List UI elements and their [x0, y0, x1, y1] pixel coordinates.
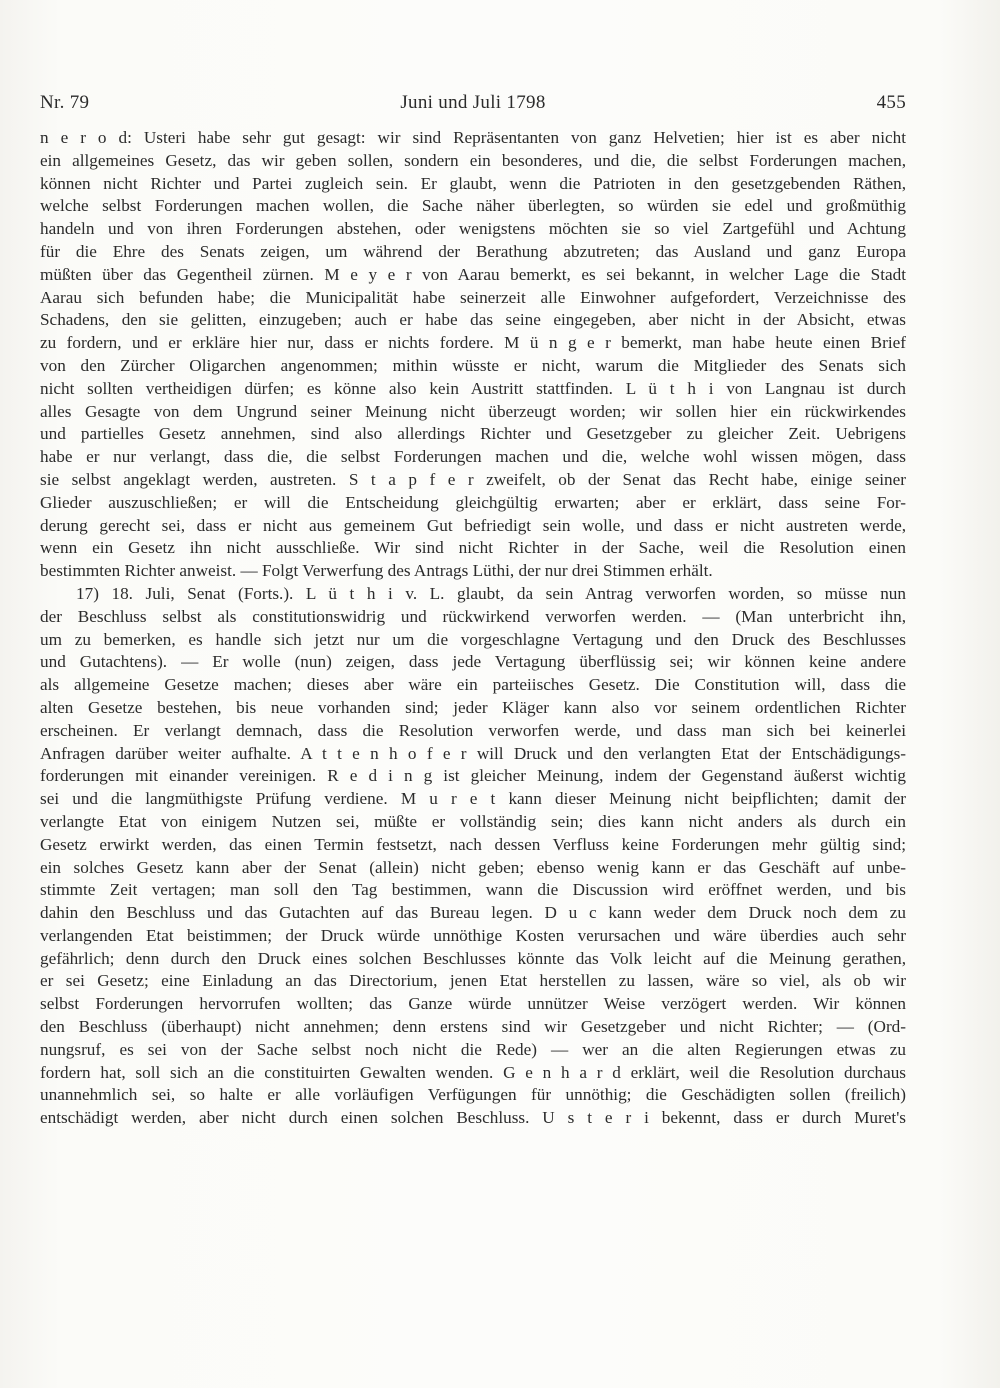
text-line: unannehmlich sei, so halte er alle vorläufigen Verfügungen für unnöthig; die Geschädigten sollen (freilich) [40, 1085, 906, 1105]
text-line: fordern hat, soll sich an die constituirten Gewalten wenden. G e n h a r d erklärt, weil die Resolution durchaus [40, 1062, 906, 1082]
text-line: Aarau sich befunden habe; die Municipalität habe seinerzeit alle Einwohner aufgefordert, Verzeichnisse des [40, 287, 906, 307]
text-line: sie selbst angeklagt werden, austreten. S t a p f e r zweifelt, ob der Senat das Recht habe, einige seiner [40, 469, 906, 489]
text-line: habe er nur verlangt, dass die, die selbst Forderungen machen und die, welche wohl wissen mögen, dass [40, 447, 906, 467]
text-line: selbst Forderungen hervorrufen wollten; das Ganze würde unnützer Weise verzögert werden. Wir können [40, 994, 906, 1014]
body-text [40, 127, 906, 1130]
text-line: stimmte Zeit vertagen; man soll den Tag bestimmen, wann die Discussion wird eröffnet werden, und bis [40, 880, 906, 900]
text-line: Schadens, den sie gelitten, einzugeben; auch er habe das seine eingegeben, aber nicht in der Absicht, etwas [40, 310, 906, 330]
text-line: wenn ein Gesetz ihn nicht ausschließe. Wir sind nicht Richter in der Sache, weil die Resolution einen [40, 538, 906, 558]
text-line: der Beschluss selbst als constitutionswidrig und rückwirkend verworfen werden. — (Man unterbricht ihn, [40, 606, 906, 626]
text-line: welche selbst Forderungen machen wollen, die Sache näher überlegten, so würden sie edel und großmüthig [40, 196, 906, 216]
page-number: 455 [876, 92, 906, 113]
text-line: Glieder auszuschließen; er will die Entscheidung gleichgültig erwarten; aber er erklärt, dass seine For- [40, 492, 906, 512]
text-line: sei und die langmüthigste Prüfung verdiene. M u r e t kann dieser Meinung nicht beipflichten; damit der [40, 789, 906, 809]
text-line: von den Zürcher Oligarchen angenommen; mithin wüsste er nicht, warum die Mitglieder des Senats sich [40, 355, 906, 375]
text-line: derung gerecht sei, dass er nicht aus gemeinem Gut befriedigt sein wolle, und dass er nicht austreten werde, [40, 515, 906, 535]
text-line: um zu bemerken, es handle sich jetzt nur um die vorgeschlagne Vertagung und den Druck des Beschlusses [40, 629, 906, 649]
text-line: und partielles Gesetz annehmen, sind also allerdings Richter und Gesetzgeber zu gleicher Zeit. Uebrigens [40, 424, 906, 444]
text-line: nungsruf, es sei von der Sache selbst noch nicht die Rede) — wer an die alten Regierungen etwas zu [40, 1039, 906, 1059]
text-line: Anfragen darüber weiter aufhalte. A t t e n h o f e r will Druck und den verlangten Etat der Entschädigungs- [40, 743, 906, 763]
paragraph-start-line: 17) 18. Juli, Senat (Forts.). L ü t h i v. L. glaubt, da sein Antrag verworfen worden, so müsse nun [76, 583, 906, 603]
text-line: können nicht Richter und Partei zugleich sein. Er glaubt, wenn die Patrioten in den gesetzgebenden Räthen, [40, 173, 906, 193]
text-line: dahin den Beschluss und das Gutachten auf das Bureau legen. D u c kann weder dem Druck noch dem zu [40, 903, 906, 923]
page-header [40, 92, 906, 122]
running-title: Juni und Juli 1798 [400, 92, 546, 113]
text-line: den Beschluss (überhaupt) nicht annehmen; denn erstens sind wir Gesetzgeber und nicht Richter; — (Ord- [40, 1017, 906, 1037]
text-line: müßten über das Gegentheil zürnen. M e y e r von Aarau bemerkt, es sei bekannt, in welcher Lage die Stadt [40, 264, 906, 284]
text-line: ein allgemeines Gesetz, das wir geben sollen, sondern ein besonderes, und die, die selbst Forderungen machen, [40, 150, 906, 170]
text-line: Gesetz erwirkt werden, das einen Termin festsetzt, nach dessen Verfluss keine Forderungen mehr gültig sind; [40, 834, 906, 854]
text-line: zu fordern, und er erkläre hier nur, dass er nichts fordere. M ü n g e r bemerkt, man habe heute einen Brief [40, 333, 906, 353]
text-line: alten Gesetze bestehen, bis neue vorhanden sind; jeder Kläger kann also vor seinem ordentlichen Richter [40, 697, 906, 717]
text-line: entschädigt werden, aber nicht durch einen solchen Beschluss. U s t e r i bekennt, dass er durch Muret's [40, 1108, 906, 1128]
text-line: für die Ehre des Senats zeigen, um während der Berathung abzutreten; das Ausland und ganz Europa [40, 241, 906, 261]
text-line: und Gutachtens). — Er wolle (nun) zeigen, dass jede Vertagung überflüssig sei; wir können keine andere [40, 652, 906, 672]
text-line: erscheinen. Er verlangt demnach, dass die Resolution verworfen werde, und dass man sich bei keinerlei [40, 720, 906, 740]
text-line: n e r o d: Usteri habe sehr gut gesagt: wir sind Repräsentanten von ganz Helvetien; hier ist es aber nicht [40, 128, 906, 147]
text-line: forderungen mit einander vereinigen. R e d i n g ist gleicher Meinung, indem der Gegenstand äußerst wichtig [40, 766, 906, 786]
text-line: handeln und von ihren Forderungen abstehen, oder wenigstens möchten sie so viel Zartgefühl und Achtung [40, 219, 906, 239]
text-line: nicht sollten vertheidigen dürfen; es könne also kein Austritt stattfinden. L ü t h i von Langnau ist durch [40, 378, 906, 398]
text-line: er sei Gesetz; eine Einladung an das Directorium, jenen Etat herstellen zu lassen, wäre so viel, als ob wir [40, 971, 906, 991]
document-number: Nr. 79 [40, 92, 90, 113]
text-line: gefährlich; denn durch den Druck eines solchen Beschlusses könnte das Volk leicht auf die Meinung gerathen, [40, 948, 906, 968]
text-line: alles Gesagte von dem Ungrund seiner Meinung nicht überzeugt worden; wir sollen hier ein rückwirkendes [40, 401, 906, 421]
text-line: verlangenden Etat beistimmen; der Druck würde unnöthige Kosten verursachen und wäre überdies auch sehr [40, 925, 906, 945]
text-line: bestimmten Richter anweist. — Folgt Verwerfung des Antrags Lüthi, der nur drei Stimmen erhält. [40, 561, 713, 581]
text-line: als allgemeine Gesetze machen; dieses aber wäre ein parteiisches Gesetz. Die Constitution will, dass die [40, 675, 906, 695]
text-line: ein solches Gesetz kann aber der Senat (allein) nicht geben; ebenso wenig kann er das Geschäft auf unbe- [40, 857, 906, 877]
text-line: verlangte Etat von einigem Nutzen sei, müßte er vollständig sein; dies kann nicht anders als durch ein [40, 811, 906, 831]
